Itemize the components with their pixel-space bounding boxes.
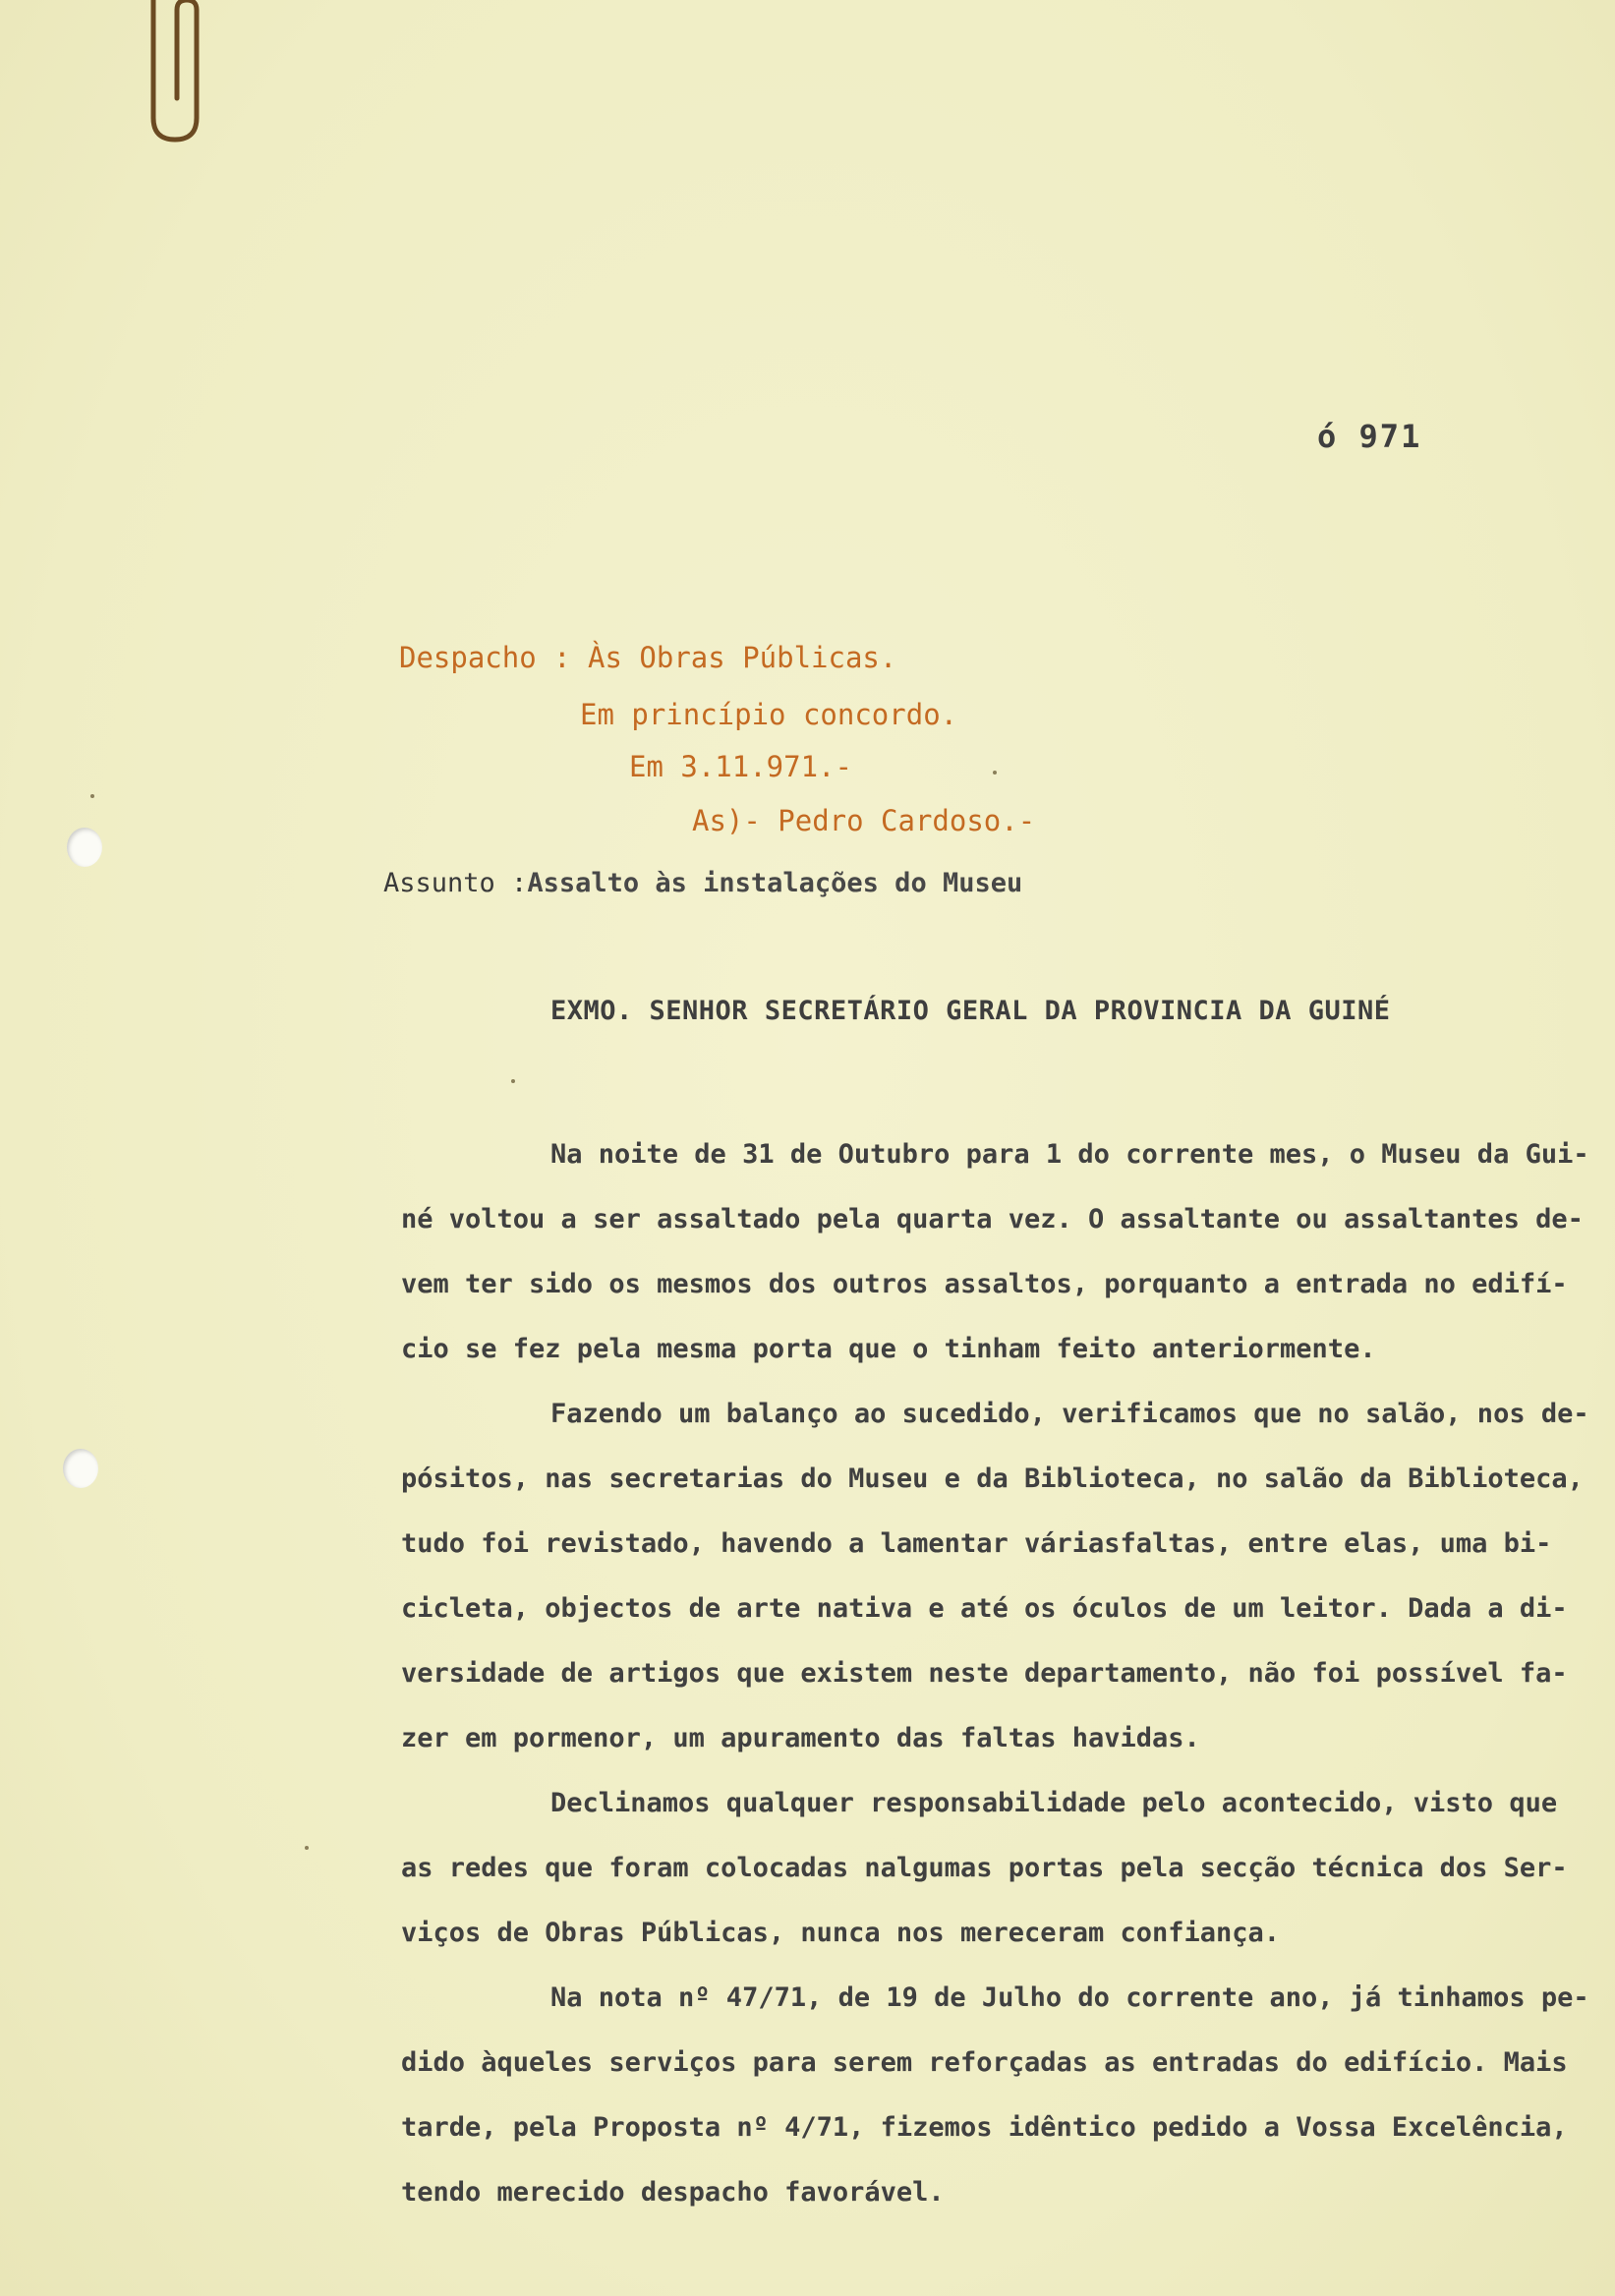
body-line: Fazendo um balanço ao sucedido, verificamos que no salão, nos de- <box>550 1399 1589 1429</box>
body-line: tendo merecido despacho favorável. <box>401 2177 945 2208</box>
body-line: cicleta, objectos de arte nativa e até os óculos de um leitor. Dada a di- <box>401 1593 1568 1624</box>
body-line: pósitos, nas secretarias do Museu e da Biblioteca, no salão da Biblioteca, <box>401 1464 1584 1494</box>
body-line: Na noite de 31 de Outubro para 1 do corrente mes, o Museu da Gui- <box>550 1139 1589 1170</box>
body-line: cio se fez pela mesma porta que o tinham feito anteriormente. <box>401 1334 1376 1364</box>
paper-speck <box>305 1846 309 1850</box>
body-line: Declinamos qualquer responsabilidade pelo acontecido, visto que <box>550 1788 1558 1818</box>
document-reference-number: ó 971 <box>1317 418 1422 455</box>
letter-body <box>401 1122 1589 2225</box>
despacho-line-1: Despacho : Às Obras Públicas. <box>399 641 897 674</box>
addressee-heading: EXMO. SENHOR SECRETÁRIO GERAL DA PROVINCIA DA GUINÉ <box>550 996 1391 1026</box>
body-line: zer em pormenor, um apuramento das faltas havidas. <box>401 1723 1200 1753</box>
paper-speck <box>993 771 997 775</box>
body-line: tarde, pela Proposta nº 4/71, fizemos idêntico pedido a Vossa Excelência, <box>401 2112 1568 2143</box>
despacho-signature: As)- Pedro Cardoso.- <box>692 804 1036 837</box>
body-line: viços de Obras Públicas, nunca nos mereceram confiança. <box>401 1918 1281 1948</box>
subject-line <box>383 868 1022 898</box>
body-line: né voltou a ser assaltado pela quarta vez. O assaltante ou assaltantes de- <box>401 1204 1584 1234</box>
despacho-date: Em 3.11.971.- <box>629 750 852 783</box>
body-line: dido àqueles serviços para serem reforçadas as entradas do edifício. Mais <box>401 2047 1568 2078</box>
punch-hole <box>63 1449 98 1488</box>
body-line: vem ter sido os mesmos dos outros assaltos, porquanto a entrada no edifí- <box>401 1269 1568 1299</box>
body-line: as redes que foram colocadas nalgumas portas pela secção técnica dos Ser- <box>401 1853 1568 1883</box>
subject-text: Assalto às instalações do Museu <box>527 868 1023 898</box>
paper-speck <box>90 794 94 798</box>
subject-label: Assunto : <box>383 868 528 898</box>
paper-speck <box>511 1079 515 1083</box>
despacho-line-2: Em princípio concordo. <box>580 698 958 731</box>
paperclip-icon <box>145 0 204 147</box>
body-line: Na nota nº 47/71, de 19 de Julho do corrente ano, já tinhamos pe- <box>550 1982 1589 2013</box>
body-line: versidade de artigos que existem neste departamento, não foi possível fa- <box>401 1658 1568 1689</box>
body-line: tudo foi revistado, havendo a lamentar váriasfaltas, entre elas, uma bi- <box>401 1528 1552 1559</box>
punch-hole <box>67 828 102 867</box>
